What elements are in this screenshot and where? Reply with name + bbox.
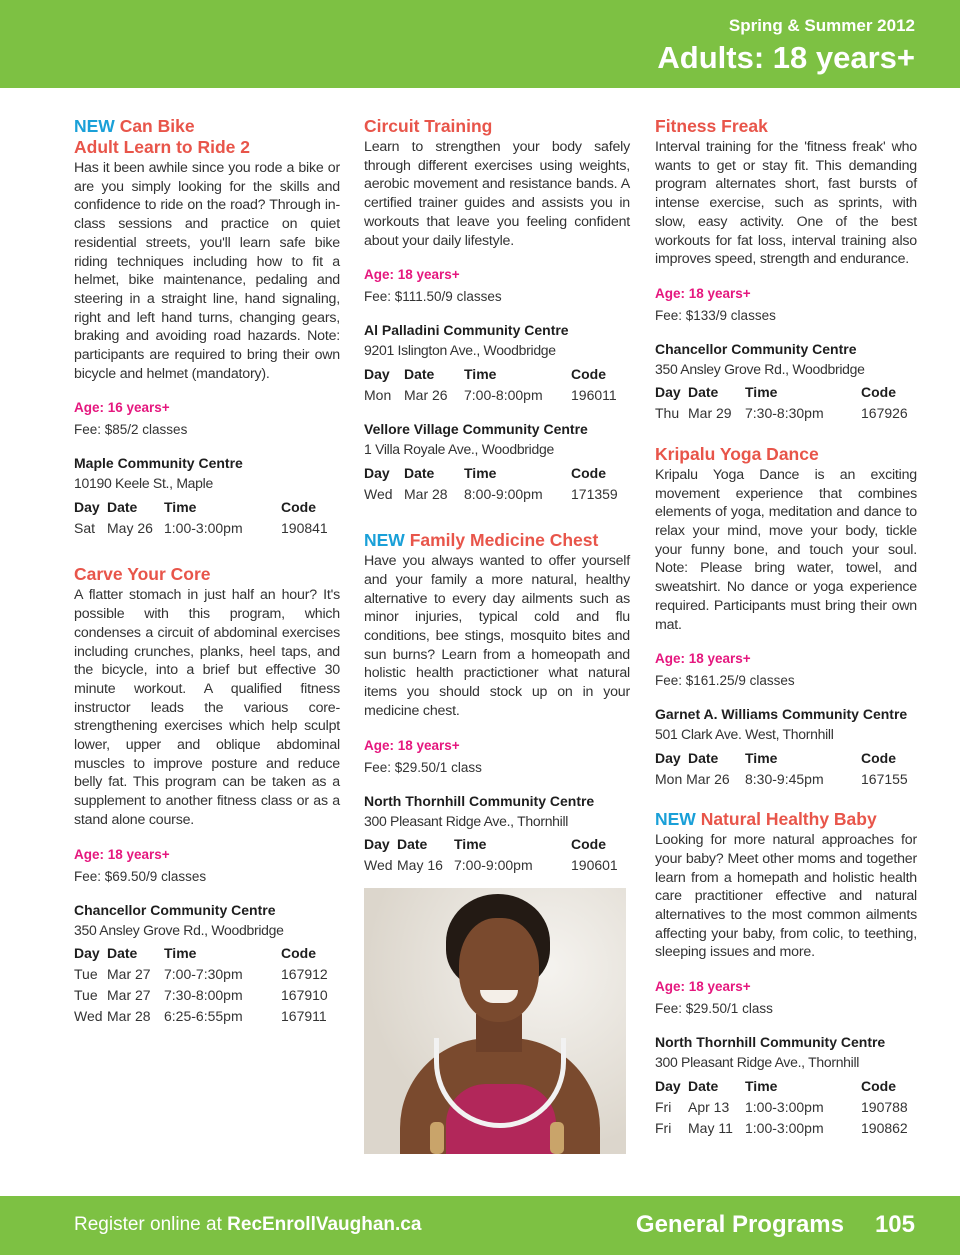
location-name: Chancellor Community Centre	[74, 901, 276, 918]
program-title-circuit-training: Circuit Training	[364, 116, 493, 136]
age-requirement: Age: 18 years+	[655, 979, 751, 995]
cell-day-date	[655, 768, 745, 789]
table-row	[74, 985, 340, 1006]
cell-day: Tue	[74, 987, 98, 1004]
cell-date: Mar 26	[686, 770, 730, 787]
spacer	[74, 538, 340, 564]
fee: Fee: $133/9 classes	[655, 307, 776, 323]
header-code: Code	[571, 836, 606, 853]
header-code: Code	[281, 945, 316, 962]
schedule-table	[364, 363, 630, 405]
fee: Fee: $111.50/9 classes	[364, 289, 502, 305]
header-date: Date	[397, 836, 428, 853]
header-date: Date	[404, 464, 435, 481]
schedule-table	[74, 943, 340, 1027]
header-code: Code	[571, 365, 606, 382]
cell-time: 1:00-3:00pm	[745, 1119, 824, 1136]
header-date: Date	[688, 749, 719, 766]
header-code: Code	[861, 384, 896, 401]
cell-code: 167911	[281, 1008, 327, 1025]
photo-rope-handle-right	[550, 1122, 564, 1154]
header-time: Time	[164, 498, 197, 515]
program-title-part: Can Bike	[114, 116, 195, 136]
cell-code: 190841	[281, 519, 328, 536]
cell-date: Mar 28	[404, 485, 448, 502]
cell-code: 167910	[281, 987, 328, 1004]
schedule-header-row	[364, 363, 630, 384]
section-name: General Programs	[635, 1211, 844, 1238]
cell-time: 8:30-9:45pm	[745, 770, 824, 787]
cell-date: Mar 29	[688, 405, 732, 422]
age-requirement: Age: 18 years+	[74, 846, 170, 862]
page-footer	[0, 1196, 960, 1255]
location-name: Chancellor Community Centre	[655, 340, 857, 357]
header-day: Day	[655, 1077, 681, 1094]
location-address: 501 Clark Ave. West, Thornhill	[655, 726, 834, 743]
location-address: 300 Pleasant Ridge Ave., Thornhill	[655, 1054, 860, 1071]
table-row	[364, 855, 630, 876]
schedule-header-row	[364, 834, 630, 855]
age-requirement: Age: 18 years+	[655, 651, 751, 667]
program-description: Interval training for the 'fitness freak' who wants to get or stay fit. This demanding program alternates short, fast bursts of intense exercise, such as sprints, with slow, easy activity. One of the best workouts for fat loss, interval training also improves speed, strength and endurance.	[655, 139, 917, 268]
cell-day: Fri	[655, 1119, 672, 1136]
header-day: Day	[74, 498, 100, 515]
header-time: Time	[745, 1077, 778, 1094]
new-badge: NEW	[364, 530, 405, 551]
fee: Fee: $29.50/1 class	[655, 1001, 773, 1017]
cell-time: 6:25-6:55pm	[164, 1008, 243, 1025]
header-time: Time	[745, 749, 778, 766]
table-row	[74, 1006, 340, 1027]
header-date: Date	[688, 384, 719, 401]
header-date: Date	[404, 365, 435, 382]
header-time: Time	[164, 945, 197, 962]
table-row	[655, 403, 917, 424]
schedule-table	[655, 1075, 917, 1138]
cell-day: Wed	[364, 857, 393, 874]
cell-time: 8:00-9:00pm	[464, 485, 543, 502]
cell-day: Wed	[74, 1008, 103, 1025]
schedule-header-row	[655, 747, 917, 768]
cell-time: 7:30-8:30pm	[745, 405, 824, 422]
cell-code: 167155	[861, 770, 908, 787]
header-time: Time	[454, 836, 487, 853]
register-online-text	[74, 1214, 421, 1236]
photo-face	[459, 918, 539, 1022]
location-address: 10190 Keele St., Maple	[74, 475, 213, 492]
location-name: North Thornhill Community Centre	[364, 792, 595, 809]
location-name: Al Palladini Community Centre	[364, 322, 569, 339]
schedule-header-row	[364, 462, 630, 483]
page-header	[0, 0, 960, 88]
header-day: Day	[655, 749, 681, 766]
fee: Fee: $161.25/9 classes	[655, 673, 795, 689]
age-requirement: Age: 16 years+	[74, 400, 170, 416]
header-day: Day	[364, 365, 390, 382]
table-row	[74, 964, 340, 985]
program-subtitle: Adult Learn to Ride 2	[74, 137, 250, 157]
spacer	[364, 504, 630, 530]
location-name: North Thornhill Community Centre	[655, 1034, 886, 1051]
location-name: Vellore Village Community Centre	[364, 421, 588, 438]
schedule-table	[74, 496, 340, 538]
header-date: Date	[107, 945, 138, 962]
cell-time: 1:00-3:00pm	[164, 519, 243, 536]
schedule-header-row	[74, 943, 340, 964]
schedule-table	[364, 834, 630, 876]
schedule-table	[655, 382, 917, 424]
program-description: A flatter stomach in just half an hour? It's possible with this program, which condenses a circuit of abdominal exercises including crunches, planks, heel taps, and the bicycle, into a brief but effective 30 minute workout. A qualified fitness instructor leads the various core-strengthening exercises which help sculpt lower, upper and oblique abdominal muscles to improve posture and reduce belly fat. This program can be taken as a supplement to another fitness class or as a stand alone course.	[74, 587, 340, 828]
cell-code: 196011	[571, 386, 617, 403]
cell-code: 167912	[281, 966, 328, 983]
table-row	[364, 384, 630, 405]
table-row	[655, 1096, 917, 1117]
schedule-table	[364, 462, 630, 504]
header-day: Day	[364, 464, 390, 481]
cell-time: 7:00-7:30pm	[164, 966, 243, 983]
cell-day: Mon	[364, 386, 392, 403]
cell-time: 1:00-3:00pm	[745, 1098, 824, 1115]
photo-smile	[480, 990, 518, 1003]
cell-date: May 16	[397, 857, 443, 874]
cell-code: 171359	[571, 485, 618, 502]
age-requirement: Age: 18 years+	[364, 737, 460, 753]
schedule-header-row	[74, 496, 340, 517]
cell-day: Sat	[74, 519, 96, 536]
column-1	[74, 116, 340, 1027]
header-code: Code	[861, 749, 896, 766]
table-row	[655, 1117, 917, 1138]
season-label: Spring & Summer 2012	[728, 16, 915, 35]
age-requirement: Age: 18 years+	[655, 285, 751, 301]
new-badge: NEW	[74, 116, 115, 136]
cell-code: 190601	[571, 857, 618, 874]
table-row	[74, 517, 340, 538]
page-title: Adults: 18 years+	[657, 40, 915, 75]
cell-date: Mar 27	[107, 966, 151, 983]
spacer	[655, 789, 917, 809]
cell-day: Fri	[655, 1098, 672, 1115]
header-time: Time	[464, 365, 497, 382]
cell-day: Thu	[655, 405, 680, 422]
program-title-fitness-freak: Fitness Freak	[655, 116, 768, 136]
fee: Fee: $85/2 classes	[74, 422, 188, 438]
cell-date: Mar 28	[107, 1008, 151, 1025]
cell-code: 190862	[861, 1119, 908, 1136]
program-title-part: Family Medicine Chest	[404, 530, 599, 551]
location-address: 300 Pleasant Ridge Ave., Thornhill	[364, 812, 569, 829]
program-title-family-medicine-chest	[364, 530, 630, 551]
cell-time: 7:00-8:00pm	[464, 386, 543, 403]
header-code: Code	[571, 464, 606, 481]
cell-code: 190788	[861, 1098, 908, 1115]
header-day: Day	[74, 945, 100, 962]
cell-date: Mar 27	[107, 987, 151, 1004]
fee: Fee: $29.50/1 class	[364, 759, 482, 775]
header-date: Date	[688, 1077, 719, 1094]
cell-day: Wed	[364, 485, 393, 502]
column-3	[655, 116, 917, 1138]
fee: Fee: $69.50/9 classes	[74, 868, 207, 884]
program-description: Learn to strengthen your body safely through different exercises using weights, aerobic movement and resistance bands. A certified trainer guides and assists you in workouts that leave you feeling confident about your daily lifestyle.	[364, 139, 630, 249]
cell-code: 167926	[861, 405, 908, 422]
cell-time: 7:30-8:00pm	[164, 987, 243, 1004]
program-description: Looking for more natural approaches for your baby? Meet other moms and together learn from a homepath and holistic health care practitioner effective and natural alternatives to the most common ailments affecting your baby, from colic, to teething, sleeping issues and more.	[655, 832, 917, 961]
location-address: 350 Ansley Grove Rd., Woodbridge	[74, 921, 284, 938]
register-website-link[interactable]: RecEnrollVaughan.ca	[227, 1214, 422, 1235]
cell-date: Apr 13	[688, 1098, 730, 1115]
program-description: Kripalu Yoga Dance is an exciting movement experience that combines elements of yoga, meditation and dance to relax your mind, move your body, tickle your funny bone, and touch your soul. Note: Please bring water, towel, and sweatshirt. No dance or yoga experience required. Participants must bring their own mat.	[655, 466, 917, 633]
cell-date: May 11	[688, 1119, 733, 1136]
header-time: Time	[745, 384, 778, 401]
location-name: Maple Community Centre	[74, 455, 243, 472]
program-title-natural-healthy-baby	[655, 809, 917, 830]
cell-time: 7:00-9:00pm	[454, 857, 533, 874]
cell-date: Mar 26	[404, 386, 448, 403]
location-address: 9201 Islington Ave., Woodbridge	[364, 342, 556, 359]
schedule-table	[655, 747, 917, 789]
schedule-header-row	[655, 382, 917, 403]
spacer	[655, 424, 917, 444]
cell-day: Tue	[74, 966, 98, 983]
new-badge: NEW	[655, 809, 696, 830]
program-description: Has it been awhile since you rode a bike or are you simply looking for the skills and confidence to ride on the road? Through in-class sessions and practice on quiet residential streets, you'll learn safe bike riding techniques including how to fit a helmet, bike maintenance, pedaling and steering in a straight line, hand signaling, right and left hand turns, changing gears, braking and avoiding road hazards. Note: participants are required to bring their own bicycle and helmet (mandatory).	[74, 160, 340, 382]
table-row	[655, 768, 917, 789]
program-title-kripalu-yoga-dance: Kripalu Yoga Dance	[655, 443, 819, 464]
location-name: Garnet A. Williams Community Centre	[655, 706, 908, 723]
woman-with-jump-rope-photo	[364, 888, 626, 1154]
cell-day: Mon	[655, 770, 683, 787]
table-row	[364, 483, 630, 504]
header-time: Time	[464, 464, 497, 481]
program-title-part: Natural Healthy Baby	[695, 809, 877, 830]
cell-date: May 26	[107, 519, 153, 536]
register-prefix: Register online at	[74, 1214, 228, 1235]
header-date: Date	[107, 498, 138, 515]
program-description: Have you always wanted to offer yourself and your family a more natural, healthy alternative to every day ailments such as minor injuries, typical cold and flu conditions, bee stings, mosquito bites and sun burns? Learn from a homeopath and holistic health practictioner what natural items you should stock up on in your medicine chest.	[364, 553, 630, 719]
column-2	[364, 116, 630, 1154]
program-title-carve-your-core: Carve Your Core	[74, 564, 211, 585]
location-address: 350 Ansley Grove Rd., Woodbridge	[655, 360, 865, 377]
header-day: Day	[364, 836, 390, 853]
location-address: 1 Villa Royale Ave., Woodbridge	[364, 441, 554, 458]
header-day: Day	[655, 384, 681, 401]
program-title-can-bike	[74, 116, 340, 158]
header-code: Code	[281, 498, 316, 515]
photo-rope-handle-left	[430, 1122, 444, 1154]
page-number: 105	[874, 1211, 915, 1238]
header-code: Code	[861, 1077, 896, 1094]
schedule-header-row	[655, 1075, 917, 1096]
age-requirement: Age: 18 years+	[364, 267, 460, 283]
